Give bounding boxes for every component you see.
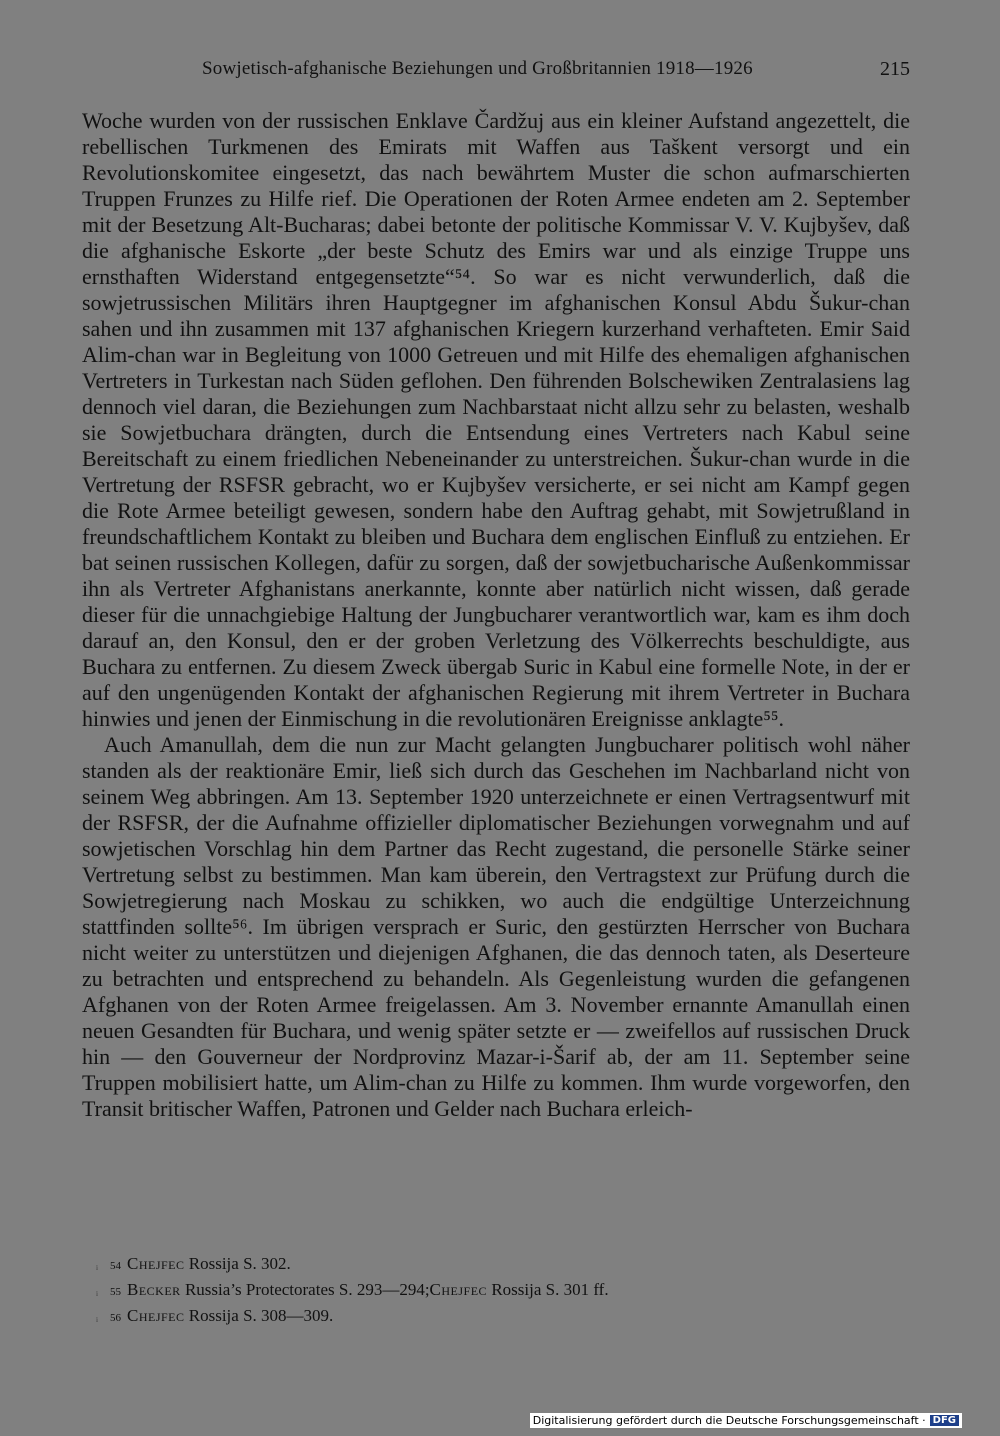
footnote-author: Chejfec	[127, 1254, 185, 1273]
paragraph-2: Auch Amanullah, dem die nun zur Macht gelangten Jungbucharer politisch wohl näher standen als der reaktionäre Emir, ließ sich durch das Geschehen im Nachbarland nicht von seinem Weg abbringen. Am 13. September 1920 unterzeichnete er einen Vertragsentwurf mit der RSFSR, der die Aufnahme offizieller diplomatischer Beziehungen vorwegnahm und auf sowjetischen Vorschlag hin dem Partner das Recht zugestand, die personelle Stärke seiner Vertretung selbst zu bestimmen. Man kam überein, den Vertragstext zur Prüfung durch die Sowjetregierung nach Moskau zu schikken, wo auch die endgültige Unterzeichnung stattfinden sollte⁵⁶. Im übrigen versprach er Suric, den gestürzten Herrscher von Buchara nicht weiter zu unterstützen und diejenigen Afghanen, die das dennoch taten, als Deserteure zu betrachten und entsprechend zu behandeln. Als Gegenleistung wurden die gefangenen Afghanen von der Roten Armee freigelassen. Am 3. November ernannte Amanullah einen neuen Gesandten für Buchara, und wenig später setzte er — zweifellos auf russischen Druck hin — den Gouverneur der Nordprovinz Mazar-i-Šarif ab, der am 11. September seine Truppen mobilisiert hatte, um Alim-chan zu Hilfe zu kommen. Ihm wurde vorgeworfen, den Transit britischer Waffen, Patronen und Gelder nach Buchara erleich-	[82, 732, 910, 1121]
footnote-56	[96, 1304, 896, 1330]
footnote-author: Chejfec	[127, 1306, 185, 1325]
digitization-credit	[530, 1413, 962, 1428]
footnotes	[96, 1252, 896, 1330]
footnote-author: Becker	[127, 1280, 181, 1299]
running-head: Sowjetisch-afghanische Beziehungen und Großbritannien 1918—1926	[202, 58, 753, 79]
footnote-number: 55	[110, 1286, 121, 1298]
footnote-number: 54	[110, 1260, 121, 1272]
footnote-author-2: Chejfec	[429, 1280, 488, 1299]
margin-mark-icon: ᵢ	[96, 1258, 98, 1272]
footnote-number: 56	[110, 1312, 121, 1324]
footnote-54	[96, 1252, 896, 1278]
margin-mark-icon: ᵢ	[96, 1284, 98, 1298]
footnote-text: Rossija S. 308—309.	[188, 1306, 334, 1325]
footnote-text: Rossija S. 302.	[188, 1254, 291, 1273]
footnote-text: Russia’s Protectorates S. 293—294;	[184, 1280, 430, 1299]
page-header	[82, 58, 910, 88]
footnote-55	[96, 1278, 896, 1304]
margin-mark-icon: ᵢ	[96, 1310, 98, 1324]
paragraph-1: Woche wurden von der russischen Enklave Čardžuj aus ein kleiner Aufstand angezettelt, die rebellischen Turkmenen des Emirats mit Waffen aus Taškent versorgt und ein Revolutionskomitee eingesetzt, das nach bewährtem Muster die schon aufmarschierten Truppen Frunzes zu Hilfe rief. Die Operationen der Roten Armee endeten am 2. September mit der Besetzung Alt-Bucharas; dabei betonte der politische Kommissar V. V. Kujbyšev, daß die afghanische Eskorte „der beste Schutz des Emirs war und als einzige Truppe uns ernsthaften Widerstand entgegensetzte“⁵⁴. So war es nicht verwunderlich, daß die sowjetrussischen Militärs ihren Hauptgegner im afghanischen Konsul Abdu Šukur-chan sahen und ihn zusammen mit 137 afghanischen Kriegern kurzerhand verhafteten. Emir Said Alim-chan war in Begleitung von 1000 Getreuen und mit Hilfe des ehemaligen afghanischen Vertreters in Turkestan nach Süden geflohen. Den führenden Bolschewiken Zentralasiens lag dennoch viel daran, die Beziehungen zum Nachbarstaat nicht allzu sehr zu belasten, weshalb sie Sowjetbuchara drängten, durch die Entsendung eines Vertreters nach Kabul seine Bereitschaft zu einem friedlichen Nebeneinander zu unterstreichen. Šukur-chan wurde in die Vertretung der RSFSR gebracht, wo er Kujbyšev versicherte, er sei nicht am Kampf gegen die Rote Armee beteiligt gewesen, sondern habe den Auftrag gehabt, mit Sowjetrußland in freundschaftlichem Kontakt zu bleiben und Buchara dem englischen Einfluß zu entziehen. Er bat seinen russischen Kollegen, dafür zu sorgen, daß der sowjetbucharische Außenkommissar ihn als Vertreter Afghanistans anerkannte, konnte aber natürlich nicht wissen, daß gerade dieser für die unnachgiebige Haltung der Jungbucharer verantwortlich war, kam es ihm doch darauf an, den Konsul, den er der groben Verletzung des Völkerrechts beschuldigte, aus Buchara zu entfernen. Zu diesem Zweck übergab Suric in Kabul eine formelle Note, in der er auf den ungenügenden Kontakt der afghanischen Regierung mit ihrem Vertreter in Buchara hinwies und jenen der Einmischung in die revolutionären Ereignisse anklagte⁵⁵.	[82, 108, 910, 731]
dfg-logo-icon: DFG	[930, 1415, 959, 1426]
body-text	[82, 108, 910, 1122]
credit-text: Digitalisierung gefördert durch die Deutsche Forschungsgemeinschaft ·	[532, 1414, 926, 1427]
footnote-text-2: Rossija S. 301 ff.	[491, 1280, 609, 1299]
page-number: 215	[880, 58, 910, 80]
